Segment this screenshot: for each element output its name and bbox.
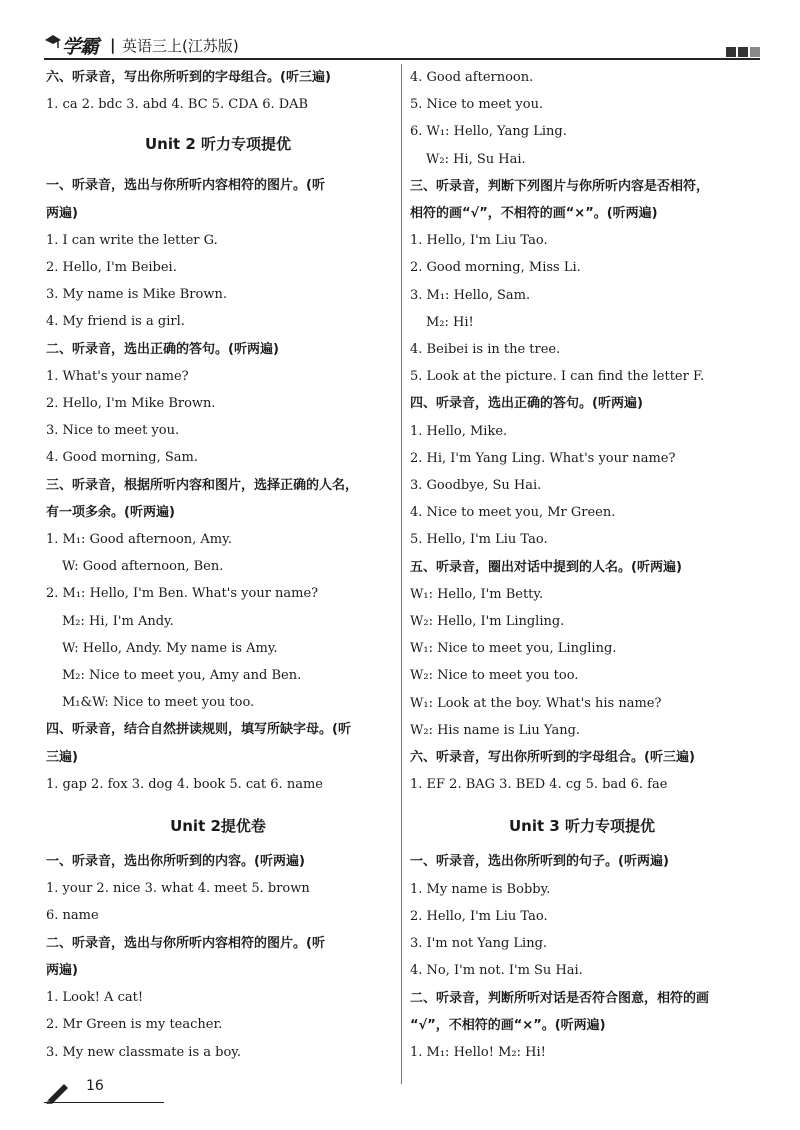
script-line: 5. Hello, I'm Liu Tao. <box>410 532 548 548</box>
script-line: 4. Good afternoon. <box>410 70 534 85</box>
script-line: 3. My name is Mike Brown. <box>46 287 227 303</box>
script-line: 2. Hello, I'm Beibei. <box>46 260 177 276</box>
section-heading: 一、听录音，选出与你所听内容相符的图片。(听 <box>46 178 325 194</box>
unit-title: Unit 2 听力专项提优 <box>144 135 292 154</box>
unit-title: Unit 2提优卷 <box>170 817 266 836</box>
script-line: M₂: Hi, I'm Andy. <box>62 613 174 629</box>
script-line: 5. Look at the picture. I can find the letter F. <box>410 369 705 385</box>
footer-rule <box>44 1102 164 1103</box>
page-number: 16 <box>86 1078 104 1094</box>
script-line: 1. Hello, Mike. <box>410 423 508 439</box>
script-line: W₂: Hello, I'm Lingling. <box>410 614 565 630</box>
page-footer <box>44 1078 164 1108</box>
script-line: 2. M₁: Hello, I'm Ben. What's your name? <box>46 586 319 602</box>
script-line: M₁&W: Nice to meet you too. <box>62 695 255 711</box>
script-line: 3. My new classmate is a boy. <box>46 1044 242 1060</box>
section-heading-cont: 两遍) <box>46 205 78 221</box>
section-heading: 二、听录音，判断所听对话是否符合图意，相符的画 <box>410 990 710 1006</box>
book-title: 英语三上(江苏版) <box>122 37 239 55</box>
script-line: 4. Nice to meet you, Mr Green. <box>410 505 616 521</box>
script-line: W₁: Look at the boy. What's his name? <box>410 695 662 711</box>
script-line: 1. Hello, I'm Liu Tao. <box>410 233 548 249</box>
section-heading-cont: “√”，不相符的画“×”。(听两遍) <box>410 1017 606 1033</box>
script-line: 3. M₁: Hello, Sam. <box>410 287 531 303</box>
answer-line: 6. name <box>46 908 99 924</box>
section-heading: 六、听录音，写出你所听到的字母组合。(听三遍) <box>410 750 695 766</box>
section-heading: 二、听录音，选出与你所听内容相符的图片。(听 <box>46 935 325 951</box>
section-heading: 四、听录音，结合自然拼读规则，填写所缺字母。(听 <box>46 722 351 738</box>
script-line: W: Good afternoon, Ben. <box>62 559 224 575</box>
pencil-icon <box>44 1080 72 1104</box>
script-line: 2. Mr Green is my teacher. <box>46 1017 223 1033</box>
script-line: W₁: Hello, I'm Betty. <box>410 586 544 602</box>
unit-title: Unit 3 听力专项提优 <box>508 817 656 836</box>
column-divider <box>401 64 402 1084</box>
header-rule <box>44 58 760 60</box>
answer-line: 1. your 2. nice 3. what 4. meet 5. brown <box>46 881 310 897</box>
script-line: W₂: Hi, Su Hai. <box>426 151 526 167</box>
script-line: 4. My friend is a girl. <box>46 314 185 330</box>
script-line: 1. I can write the letter G. <box>46 232 218 248</box>
right-column <box>410 64 754 1066</box>
script-line: 3. Goodbye, Su Hai. <box>410 478 542 494</box>
section-heading: 三、听录音，根据所听内容和图片，选择正确的人名， <box>46 477 359 493</box>
script-line: 1. M₁: Good afternoon, Amy. <box>46 532 232 548</box>
script-line: W₂: Nice to meet you too. <box>410 668 579 684</box>
section-heading: 一、听录音，选出你所听到的内容。(听两遍) <box>46 854 305 870</box>
brand-logo: 学霸 <box>62 36 99 58</box>
script-line: 1. M₁: Hello! M₂: Hi! <box>410 1044 546 1060</box>
header-separator: | <box>110 36 116 54</box>
script-line: 2. Good morning, Miss Li. <box>410 260 581 276</box>
answer-line: 1. EF 2. BAG 3. BED 4. cg 5. bad 6. fae <box>410 777 668 793</box>
section-heading: 三、听录音，判断下列图片与你所听内容是否相符， <box>410 178 710 194</box>
script-line: 3. Nice to meet you. <box>46 423 180 439</box>
script-line: 1. Look! A cat! <box>46 990 144 1006</box>
script-line: W₁: Nice to meet you, Lingling. <box>410 641 617 657</box>
script-line: 2. Hello, I'm Mike Brown. <box>46 396 216 412</box>
script-line: M₂: Nice to meet you, Amy and Ben. <box>62 668 302 684</box>
answer-line: 1. gap 2. fox 3. dog 4. book 5. cat 6. name <box>46 776 323 792</box>
section-heading: 二、听录音，选出正确的答句。(听两遍) <box>46 341 279 357</box>
script-line: W₂: His name is Liu Yang. <box>410 722 581 738</box>
script-line: 2. Hello, I'm Liu Tao. <box>410 908 548 924</box>
answer-line: 1. ca 2. bdc 3. abd 4. BC 5. CDA 6. DAB <box>46 97 309 113</box>
section-heading-cont: 相符的画“√”，不相符的画“×”。(听两遍) <box>410 206 658 222</box>
page-header <box>44 32 760 56</box>
graduation-cap-icon <box>44 32 62 54</box>
script-line: W: Hello, Andy. My name is Amy. <box>62 640 278 656</box>
script-line: 3. I'm not Yang Ling. <box>410 936 548 952</box>
section-heading-cont: 两遍) <box>46 962 78 978</box>
script-line: 4. Good morning, Sam. <box>46 450 199 466</box>
section-heading-cont: 三遍) <box>46 749 78 765</box>
section-heading: 五、听录音，圈出对话中提到的人名。(听两遍) <box>410 559 682 575</box>
script-line: 4. No, I'm not. I'm Su Hai. <box>410 963 583 979</box>
section-heading-cont: 有一项多余。(听两遍) <box>46 504 175 520</box>
left-column <box>46 64 390 1066</box>
script-line: 1. My name is Bobby. <box>410 881 551 897</box>
script-line: 5. Nice to meet you. <box>410 97 544 113</box>
script-line: 6. W₁: Hello, Yang Ling. <box>410 124 567 140</box>
section-heading: 六、听录音，写出你所听到的字母组合。(听三遍) <box>46 70 331 85</box>
script-line: 1. What's your name? <box>46 368 189 384</box>
script-line: M₂: Hi! <box>426 314 474 330</box>
section-heading: 一、听录音，选出你所听到的句子。(听两遍) <box>410 854 669 870</box>
script-line: 4. Beibei is in the tree. <box>410 342 561 358</box>
section-heading: 四、听录音，选出正确的答句。(听两遍) <box>410 396 643 412</box>
script-line: 2. Hi, I'm Yang Ling. What's your name? <box>410 450 676 466</box>
